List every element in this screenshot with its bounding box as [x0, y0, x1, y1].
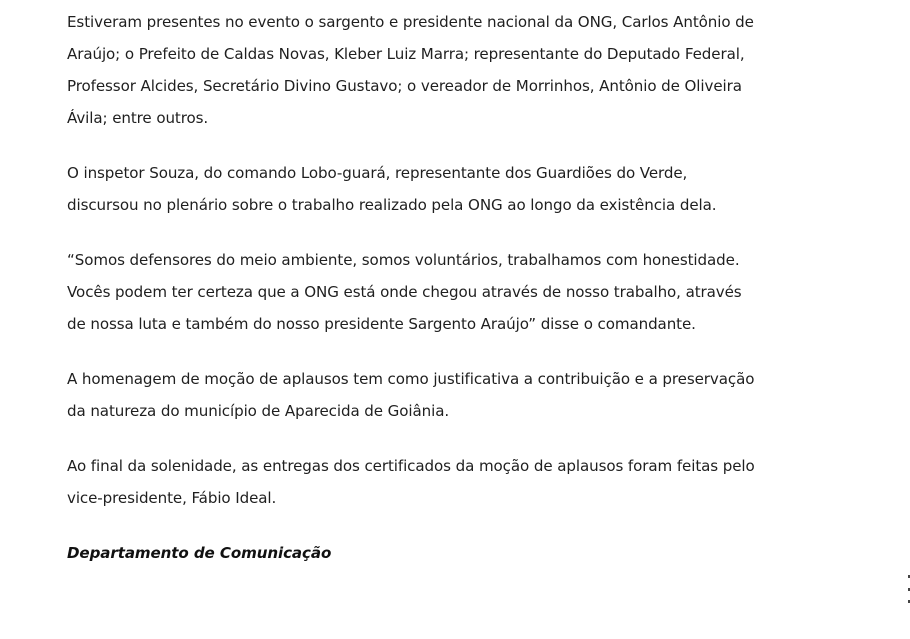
article-body [67, 6, 757, 592]
paragraph-justification: A homenagem de moção de aplausos tem como justificativa a contribuição e a preservação da natureza do município de Aparecida de Goiânia. [67, 370, 755, 420]
paragraph-quote: “Somos defensores do meio ambiente, somos voluntários, trabalhamos com honestidade. Vocês podem ter certeza que a ONG está onde chegou através de nosso trabalho, através de nossa luta e também do nosso presidente Sargento Araújo” disse o comandante. [67, 251, 742, 333]
article-signature: Departamento de Comunicação [67, 544, 332, 562]
paragraph-attendees: Estiveram presentes no evento o sargento e presidente nacional da ONG, Carlos Antônio de Araújo; o Prefeito de Caldas Novas, Kleber Luiz Marra; representante do Deputado Federal, Professor Alcides, Secretário Divino Gustavo; o vereador de Morrinhos, Antônio de Oliveira Ávila; entre outros. [67, 13, 754, 127]
paragraph-certificates: Ao final da solenidade, as entregas dos certificados da moção de aplausos foram feitas pelo vice-presidente, Fábio Ideal. [67, 457, 755, 507]
paragraph-inspector-speech: O inspetor Souza, do comando Lobo-guará, representante dos Guardiões do Verde, discursou no plenário sobre o trabalho realizado pela ONG ao longo da existência dela. [67, 164, 717, 214]
